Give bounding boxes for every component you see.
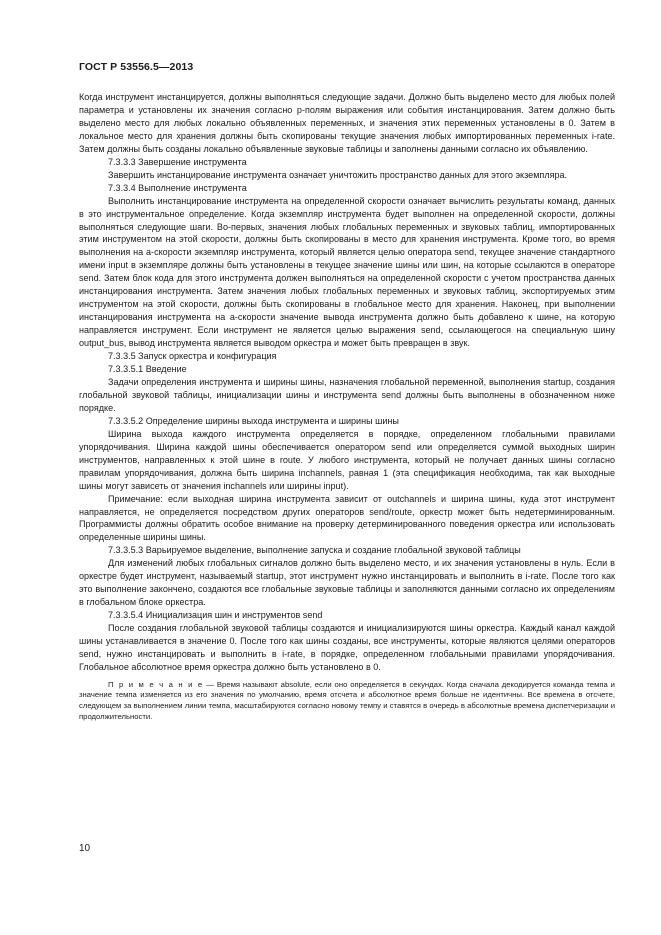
section-heading: 7.3.3.5.3 Варьируемое выделение, выполнение запуска и создание глобальной звуковой таблицы: [108, 545, 521, 556]
paragraph: Завершить инстанцирование инструмента означает уничтожить пространство данных для этого экземпляра.: [108, 169, 568, 180]
page-number: 10: [79, 843, 91, 854]
paragraph: Ширина выхода каждого инструмента определяется в порядке, определенном глобальными правилами упорядочивания. Ширина каждой шины обеспечивается оператором send или определяется суммой выходных ширин инструментов, направленных к этой шине в route. У любого инструмента, который не получает данных шины согласно правилам упорядочивания, должна быть ширина inchannels, равная 1 (эта спецификация необходима, так как выходные шины могут зависеть от значения inchannels или ширины input).: [79, 428, 615, 491]
paragraph-remark: Примечание: если выходная ширина инструмента зависит от outchannels и ширина шины, куда этот инструмент направляется, не определяется посредством других операторов send/route, оркестр может быть недетерминированным. Программисты должны обратить особое внимание на проверку детерминированного поведения оркестра или использовать определенные ширины шины.: [79, 493, 615, 543]
document-header: ГОСТ Р 53556.5—2013: [79, 61, 194, 73]
paragraph: Когда инструмент инстанцируется, должны выполняться следующие задачи. Должно быть выделено место для любых полей параметра и установлены их значения согласно p-полям выражения или события инстанцирования. Затем должно быть выделено место для любых локально объявленных переменных, и значения этих переменных установлены в 0. Затем в локальное место для хранения должны быть скопированы текущие значения любых импортированных переменных i-rate. Затем должны быть созданы локально объявленные звуковые таблицы и заполнены данными согласно их объявлению.: [79, 92, 615, 154]
section-heading: 7.3.3.5.1 Введение: [108, 364, 187, 375]
paragraph: Выполнить инстанцирование инструмента на определенной скорости означает вычислить результаты команд, данных в это инструментальное определение. Когда экземпляр инструмента будет выполнен на определенной скорости, должны выполняться следующие шаги. Во-первых, значения любых глобальных переменных и звуковых таблиц, импортированных этим инструментом на этой скорости, должны быть скопированы в место для хранения инструмента. Кроме того, во время выполнения на a-скорости экземпляр инструмента, который является целью оператора send, текущее значение стандартного имени input в экземпляре должны быть установлены в текущее значение шины или шин, на которые ссылаются в операторе send. Затем блок кода для этого инструмента должен выполняться на определенной скорости с учетом пространства данных инстанцирования инструмента. Затем значения любых глобальных переменных и звуковых таблиц, экспортируемых этим инструментом на этой скорости, должны быть скопированы в глобальное место для хранения. Наконец, при выполнении инстанцирования инструмента на a-скорости значение вывода инструмента должно быть добавлено к шине, на которую направляется инструмент. Если инструмент не является целью выражения send, ссылающегося на специальную шину output_bus, вывод инструмента является выводом оркестра и может быть превращен в звук.: [79, 195, 615, 349]
footnote: [79, 680, 615, 722]
section-heading: 7.3.3.5.4 Инициализация шин и инструментов send: [108, 610, 323, 621]
paragraph: Для изменений любых глобальных сигналов должно быть выделено место, и их значения установлены в нуль. Если в оркестре будет инструмент, называемый startup, этот инструмент нужно инстанцировать и выполнить в i-rate. После того как это выполнение закончено, создаются все глобальные звуковые таблицы и заполняются данными согласно их определениям в глобальном блоке оркестра.: [79, 558, 615, 608]
document-body: [79, 91, 615, 722]
section-heading: 7.3.3.5 Запуск оркестра и конфигурация: [108, 351, 277, 362]
section-heading: 7.3.3.4 Выполнение инструмента: [108, 182, 247, 193]
section-heading: 7.3.3.5.2 Определение ширины выхода инструмента и ширины шины: [108, 415, 399, 426]
section-heading: 7.3.3.3 Завершение инструмента: [108, 156, 247, 167]
footnote-text: — Время называют absolute, если оно определяется в секундах. Когда сначала декодируется команда темпа и значение темпа изменяется из его значения по умолчанию, время отсчета и абсолютное время больше не идентичны. Все времена в отсчете, следующем за выполнением линии темпа, масштабируются согласно новому темпу и ставятся в очередь в абсолютные времена диспетчеризации и продолжительности.: [79, 679, 615, 721]
footnote-label: П р и м е ч а н и е: [108, 679, 204, 689]
paragraph: Задачи определения инструмента и ширины шины, назначения глобальной переменной, выполнения startup, создания глобальной звуковой таблицы, инициализации шины и инструмента send должны быть выполнены в обозначенном ниже порядке.: [79, 376, 615, 413]
paragraph: После создания глобальной звуковой таблицы создаются и инициализируются шины оркестра. Каждый канал каждой шины устанавливается в значение 0. После того как шины созданы, все инструменты, которые являются целями операторов send, нужно инстанцировать и выполнить в i-rate, в порядке, определенном глобальными правилами упорядочивания. Глобальное абсолютное время оркестра должно быть установлено в 0.: [79, 623, 615, 672]
